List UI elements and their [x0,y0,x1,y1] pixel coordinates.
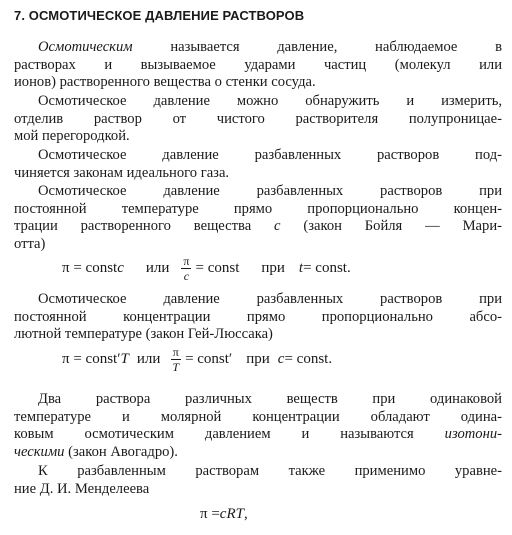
variable-c: c [274,218,281,235]
formula-or: или [136,351,161,367]
formula-variable: c [277,351,285,367]
paragraph-measurement [14,93,502,146]
formula-variable: t [298,260,304,276]
formula-variable: T [120,351,129,367]
text-span: (закон Авогадро). [64,443,178,460]
text-line: Осмотическое давление разбавленных растворов под- [38,147,502,163]
text-line: мой перегородкой. [14,128,130,145]
text-span: ковым осмотическим давлением и называются [14,426,445,443]
text-line [14,218,502,236]
formula-variable: c [117,260,124,276]
section-heading: 7. ОСМОТИЧЕСКОЕ ДАВЛЕНИЕ РАСТВОРОВ [14,8,305,23]
text-span: называется давление, наблюдаемое в [132,39,502,55]
text-line: Осмотическое давление можно обнаружить и измерить, [38,93,502,109]
formula-gay-lussac [62,346,332,373]
paragraph-isotonic [14,391,502,461]
formula-or: или [145,260,170,276]
formula-lhs: π = const′ [62,351,121,367]
text-line: лютной температуре (закон Гей-Люссака) [14,326,273,343]
text-line: Два раствора различных веществ при одинаковой [38,391,502,407]
formula-rhs: = const [195,260,240,276]
text-line: К разбавленным растворам также применимо уравне- [38,463,502,479]
text-line: чиняется законам идеального газа. [14,164,230,181]
fraction-denominator: T [172,360,180,374]
text-line: Осмотическое давление разбавленных растворов при [38,183,502,199]
text-line: растворах и вызываемое ударами частиц (молекул или [14,56,502,73]
formula-at: при [261,260,285,276]
paragraph-boyle-mariotte [14,183,502,253]
text-line: Осмотическое давление разбавленных растворов при [38,291,502,307]
paragraph-ideal-gas [14,147,502,182]
paragraph-gay-lussac [14,291,502,344]
formula-variable: cRT [219,506,244,522]
formula-boyle-mariotte [62,255,351,282]
text-line: постоянной температуре прямо пропорционально концен- [14,200,502,217]
formula-fraction [170,346,181,373]
text-line [14,426,502,444]
fraction-numerator: π [183,254,190,268]
formula-rhs: = const′ [185,351,233,367]
text-span: (закон Бойля — Мари- [280,218,502,235]
text-line: ионов) растворенного вещества о стенки сосуда. [14,74,316,91]
paragraph-osmotic-definition [14,39,502,92]
formula-lhs: π = [200,506,220,522]
term-osmotic: Осмотическим [38,39,133,55]
text-line: ние Д. И. Менделеева [14,480,150,497]
text-line [14,39,502,57]
formula-condition: = const. [284,351,333,367]
fraction-denominator: c [183,269,190,283]
text-span: трации растворенного вещества [14,218,275,235]
term-isotonic-continued: ческими [14,443,65,460]
formula-lhs: π = const [62,260,118,276]
formula-fraction [181,255,191,282]
formula-at: при [246,351,270,367]
text-line: постоянной концентрации прямо пропорционально абсо- [14,308,502,325]
formula-mendeleev [200,506,248,523]
text-line: отта) [14,235,46,252]
term-isotonic: изотони- [444,426,502,443]
formula-condition: = const. [303,260,351,276]
formula-tail: , [243,506,248,522]
paragraph-mendeleev [14,463,502,498]
fraction-numerator: π [172,345,179,359]
text-line: температуре и молярной концентрации обладают одина- [14,408,502,425]
text-line: отделив раствор от чистого растворителя полупроницае- [14,110,502,127]
text-line [14,444,502,462]
